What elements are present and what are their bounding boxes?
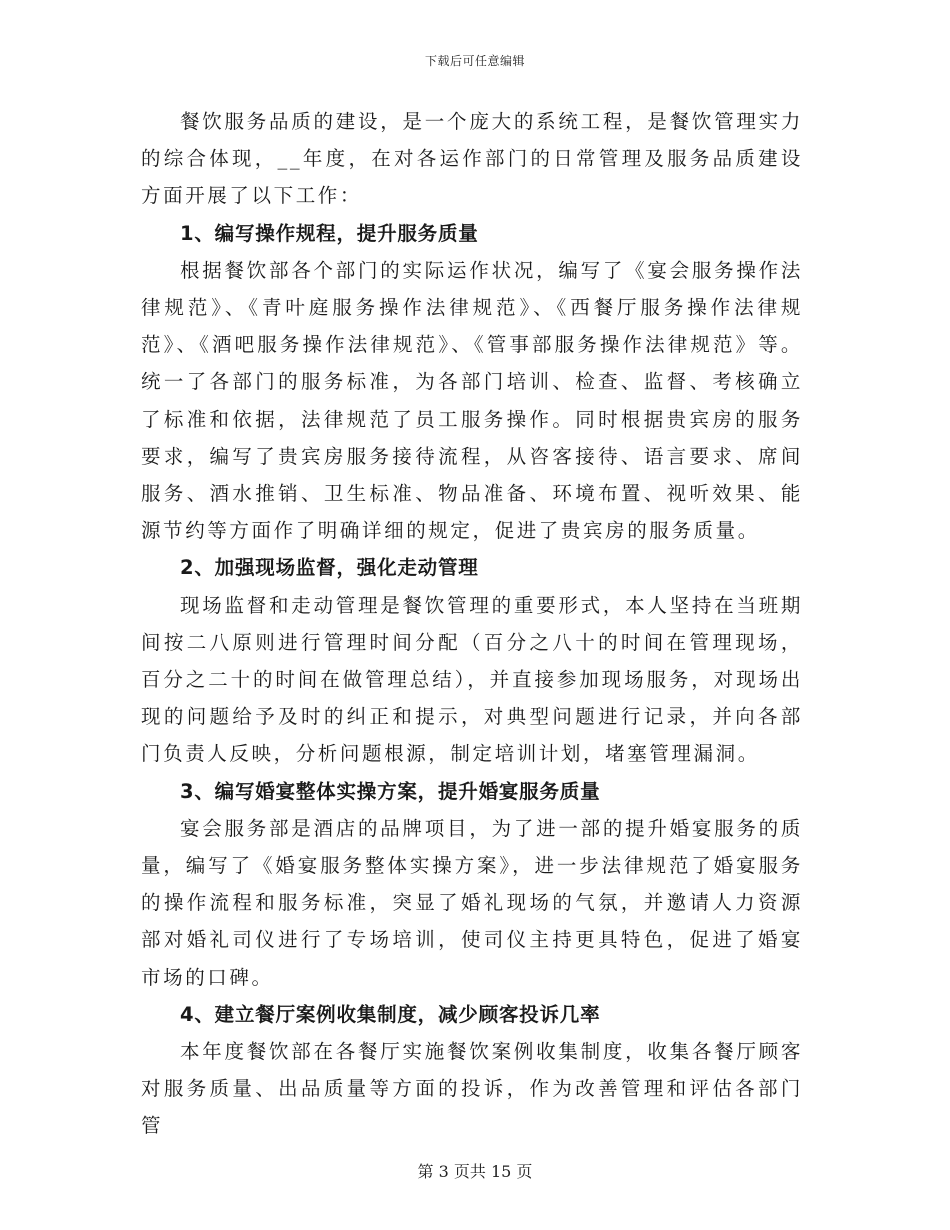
document-body — [141, 103, 803, 1145]
section-4-heading: 4、建立餐厅案例收集制度，减少顾客投诉几率 — [180, 1002, 601, 1026]
section-4-paragraph: 本年度餐饮部在各餐厅实施餐饮案例收集制度，收集各餐厅顾客对服务质量、出品质量等方面的投诉，作为改善管理和评估各部门管 — [141, 1040, 803, 1138]
section-3-heading: 3、编写婚宴整体实操方案，提升婚宴服务质量 — [180, 779, 601, 803]
intro-paragraph: 餐饮服务品质的建设，是一个庞大的系统工程，是餐饮管理实力的综合体现，__年度，在对各运作部门的日常管理及服务品质建设方面开展了以下工作： — [141, 110, 803, 208]
section-3-paragraph: 宴会服务部是酒店的品牌项目，为了进一部的提升婚宴服务的质量，编写了《婚宴服务整体实操方案》，进一步法律规范了婚宴服务的操作流程和服务标准，突显了婚礼现场的气氛，并邀请人力资源部对婚礼司仪进行了专场培训，使司仪主持更具特色，促进了婚宴市场的口碑。 — [141, 816, 803, 989]
section-1-heading: 1、编写操作规程，提升服务质量 — [180, 221, 479, 245]
page-header: 下载后可任意编辑 — [424, 54, 525, 68]
section-2-paragraph: 现场监督和走动管理是餐饮管理的重要形式，本人坚持在当班期间按二八原则进行管理时间分配（百分之八十的时间在管理现场，百分之二十的时间在做管理总结），并直接参加现场服务，对现场出现的问题给予及时的纠正和提示，对典型问题进行记录，并向各部门负责人反映，分析问题根源，制定培训计划，堵塞管理漏洞。 — [141, 593, 803, 766]
page-number: 第 3 页共 15 页 — [417, 1162, 533, 1181]
section-1-paragraph: 根据餐饮部各个部门的实际运作状况，编写了《宴会服务操作法律规范》、《青叶庭服务操作法律规范》、《西餐厅服务操作法律规范》、《酒吧服务操作法律规范》、《管事部服务操作法律规范》等。统一了各部门的服务标准，为各部门培训、检查、监督、考核确立了标准和依据，法律规范了员工服务操作。同时根据贵宾房的服务要求，编写了贵宾房服务接待流程，从咨客接待、语言要求、席间服务、酒水推销、卫生标准、物品准备、环境布置、视听效果、能源节约等方面作了明确详细的规定，促进了贵宾房的服务质量。 — [141, 258, 803, 543]
section-2-heading: 2、加强现场监督，强化走动管理 — [180, 556, 479, 580]
